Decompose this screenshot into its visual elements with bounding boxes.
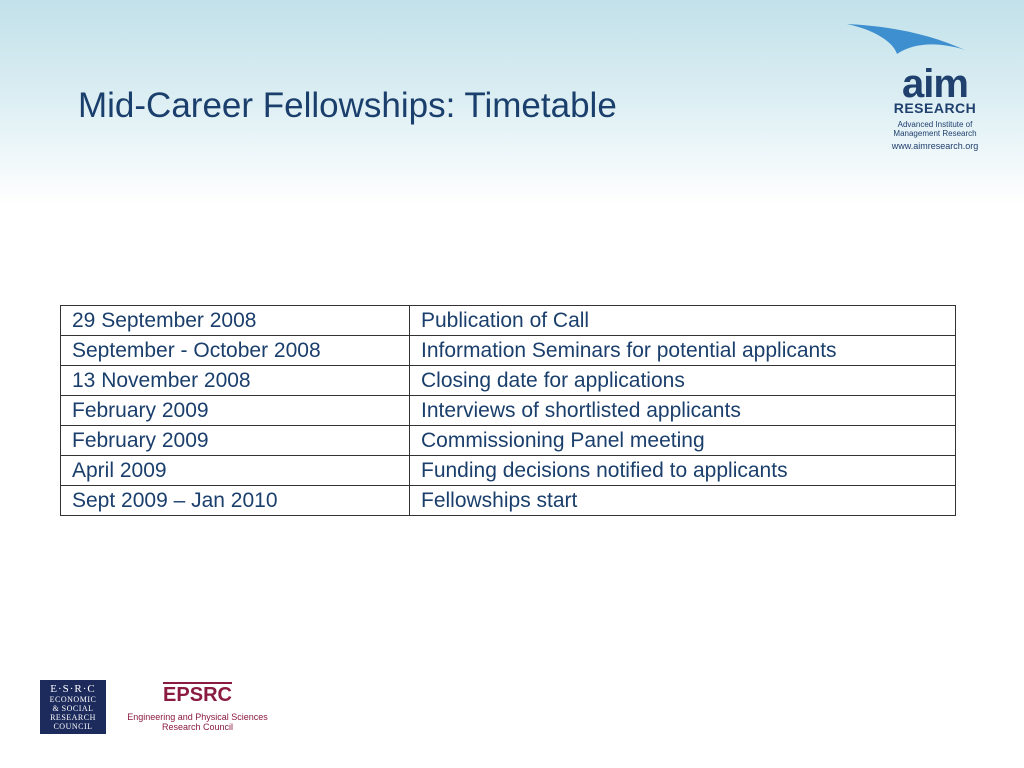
table-row (61, 366, 956, 396)
date-cell: April 2009 (61, 456, 410, 486)
esrc-letters: E·S·R·C (50, 683, 96, 695)
epsrc-subtitle (120, 712, 275, 732)
esrc-line: RESEARCH (50, 713, 96, 722)
date-cell: February 2009 (61, 396, 410, 426)
event-cell: Information Seminars for potential applicants (410, 336, 956, 366)
date-cell: Sept 2009 – Jan 2010 (61, 486, 410, 516)
esrc-line: & SOCIAL (52, 704, 94, 713)
table-row (61, 486, 956, 516)
event-cell: Interviews of shortlisted applicants (410, 396, 956, 426)
date-cell: 29 September 2008 (61, 306, 410, 336)
table-row (61, 456, 956, 486)
event-cell: Funding decisions notified to applicants (410, 456, 956, 486)
epsrc-mark: EPSRC (163, 684, 232, 706)
table-row (61, 426, 956, 456)
event-cell: Publication of Call (410, 306, 956, 336)
esrc-logo (40, 680, 106, 734)
epsrc-subtitle-line2: Research Council (161, 722, 234, 732)
slide-title: Mid-Career Fellowships: Timetable (78, 86, 617, 125)
epsrc-subtitle-line1: Engineering and Physical Sciences (127, 712, 268, 722)
aim-subtitle-line1: Advanced Institute of (897, 120, 973, 129)
aim-subtitle (881, 120, 989, 138)
date-cell: 13 November 2008 (61, 366, 410, 396)
event-cell: Closing date for applications (410, 366, 956, 396)
aim-research-label: RESEARCH (893, 100, 977, 116)
aim-wordmark: aim (902, 62, 968, 106)
date-cell: September - October 2008 (61, 336, 410, 366)
esrc-line: COUNCIL (53, 722, 93, 731)
esrc-line: ECONOMIC (49, 695, 97, 704)
event-cell: Fellowships start (410, 486, 956, 516)
aim-url: www.aimresearch.org (891, 141, 979, 151)
event-cell: Commissioning Panel meeting (410, 426, 956, 456)
epsrc-logo (120, 680, 275, 736)
timetable (60, 305, 956, 516)
date-cell: February 2009 (61, 426, 410, 456)
table-row (61, 336, 956, 366)
aim-subtitle-line2: Management Research (893, 129, 977, 138)
table-row (61, 396, 956, 426)
table-row (61, 306, 956, 336)
aim-research-logo (845, 20, 995, 160)
